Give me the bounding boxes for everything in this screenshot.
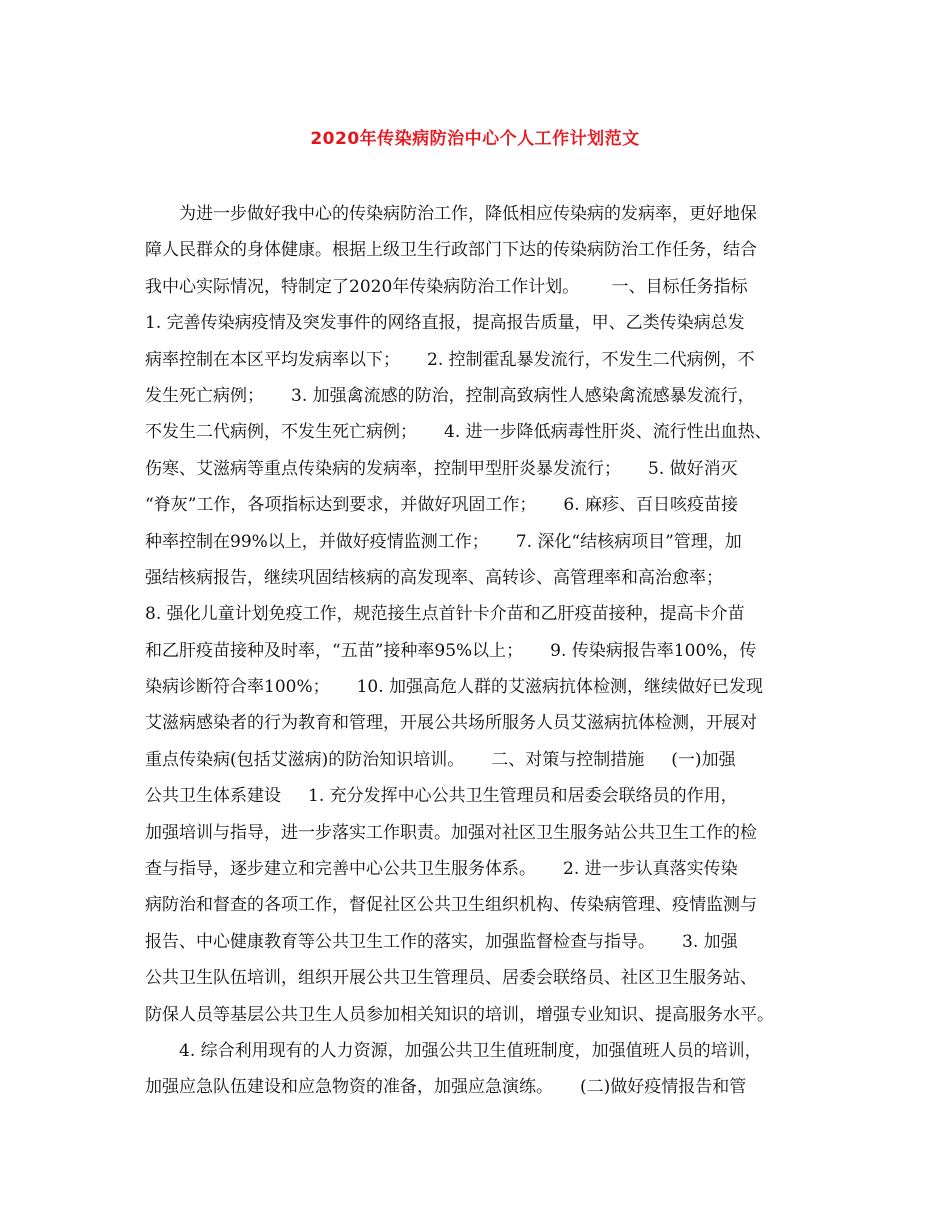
paragraph-line: 和乙肝疫苗接种及时率，“五苗”接种率95%以上； 9. 传染病报告率100%，传 bbox=[145, 640, 757, 661]
paragraph-line: 发生死亡病例； 3. 加强禽流感的防治，控制高致病性人感染禽流感暴发流行， bbox=[145, 385, 755, 406]
paragraph-line: 伤寒、艾滋病等重点传染病的发病率，控制甲型肝炎暴发流行； 5. 做好消灭 bbox=[145, 458, 738, 479]
paragraph-line: 为进一步做好我中心的传染病防治工作，降低相应传染病的发病率，更好地保 bbox=[179, 204, 757, 224]
paragraph-line: 1. 完善传染病疫情及突发事件的网络直报，提高报告质量，甲、乙类传染病总发 bbox=[145, 313, 745, 334]
paragraph-line: 种率控制在99%以上，并做好疫情监测工作； 7. 深化“结核病项目”管理，加 bbox=[145, 531, 742, 552]
paragraph-line: 公共卫生队伍培训，组织开展公共卫生管理员、居委会联络员、社区卫生服务站、 bbox=[145, 968, 757, 989]
document-title: 2020年传染病防治中心个人工作计划范文 bbox=[310, 129, 640, 149]
paragraph-line: 强结核病报告，继续巩固结核病的高发现率、高转诊、高管理率和高治愈率； bbox=[145, 567, 723, 588]
paragraph-line: 公共卫生体系建设 1. 充分发挥中心公共卫生管理员和居委会联络员的作用， bbox=[145, 786, 738, 807]
paragraph-line: 病率控制在本区平均发病率以下； 2. 控制霍乱暴发流行，不发生二代病例，不 bbox=[145, 349, 755, 370]
paragraph-line: 我中心实际情况，特制定了2020年传染病防治工作计划。 一、目标任务指标 bbox=[145, 276, 748, 297]
paragraph-line: 8. 强化儿童计划免疫工作，规范接生点首针卡介苗和乙肝疫苗接种，提高卡介苗 bbox=[145, 604, 745, 625]
paragraph-line: 障人民群众的身体健康。根据上级卫生行政部门下达的传染病防治工作任务，结合 bbox=[145, 240, 757, 261]
paragraph-line: 报告、中心健康教育等公共卫生工作的落实，加强监督检查与指导。 3. 加强 bbox=[145, 931, 738, 952]
paragraph-line: 加强培训与指导，进一步落实工作职责。加强对社区卫生服务站公共卫生工作的检 bbox=[145, 822, 757, 843]
paragraph-line: 加强应急队伍建设和应急物资的准备，加强应急演练。 (二)做好疫情报告和管 bbox=[145, 1077, 747, 1098]
paragraph-line: 查与指导，逐步建立和完善中心公共卫生服务体系。 2. 进一步认真落实传染 bbox=[145, 859, 738, 880]
paragraph-line: 4. 综合利用现有的人力资源，加强公共卫生值班制度，加强值班人员的培训， bbox=[179, 1040, 762, 1061]
paragraph-line: “脊灰”工作，各项指标达到要求，并做好巩固工作； 6. 麻疹、百日咳疫苗接 bbox=[145, 495, 739, 516]
paragraph-line: 病防治和督查的各项工作，督促社区公共卫生组织机构、传染病管理、疫情监测与 bbox=[145, 895, 757, 916]
paragraph-line: 防保人员等基层公共卫生人员参加相关知识的培训，增强专业知识、提高服务水平。 bbox=[145, 1004, 774, 1025]
document-body bbox=[145, 196, 825, 1106]
paragraph-line: 不发生二代病例，不发生死亡病例； 4. 进一步降低病毒性肝炎、流行性出血热、 bbox=[145, 422, 772, 443]
paragraph-line: 染病诊断符合率100%； 10. 加强高危人群的艾滋病抗体检测，继续做好已发现 bbox=[145, 677, 764, 698]
paragraph-line: 艾滋病感染者的行为教育和管理，开展公共场所服务人员艾滋病抗体检测，开展对 bbox=[145, 713, 757, 734]
paragraph-line: 重点传染病(包括艾滋病)的防治知识培训。 二、对策与控制措施 (一)加强 bbox=[145, 749, 736, 770]
